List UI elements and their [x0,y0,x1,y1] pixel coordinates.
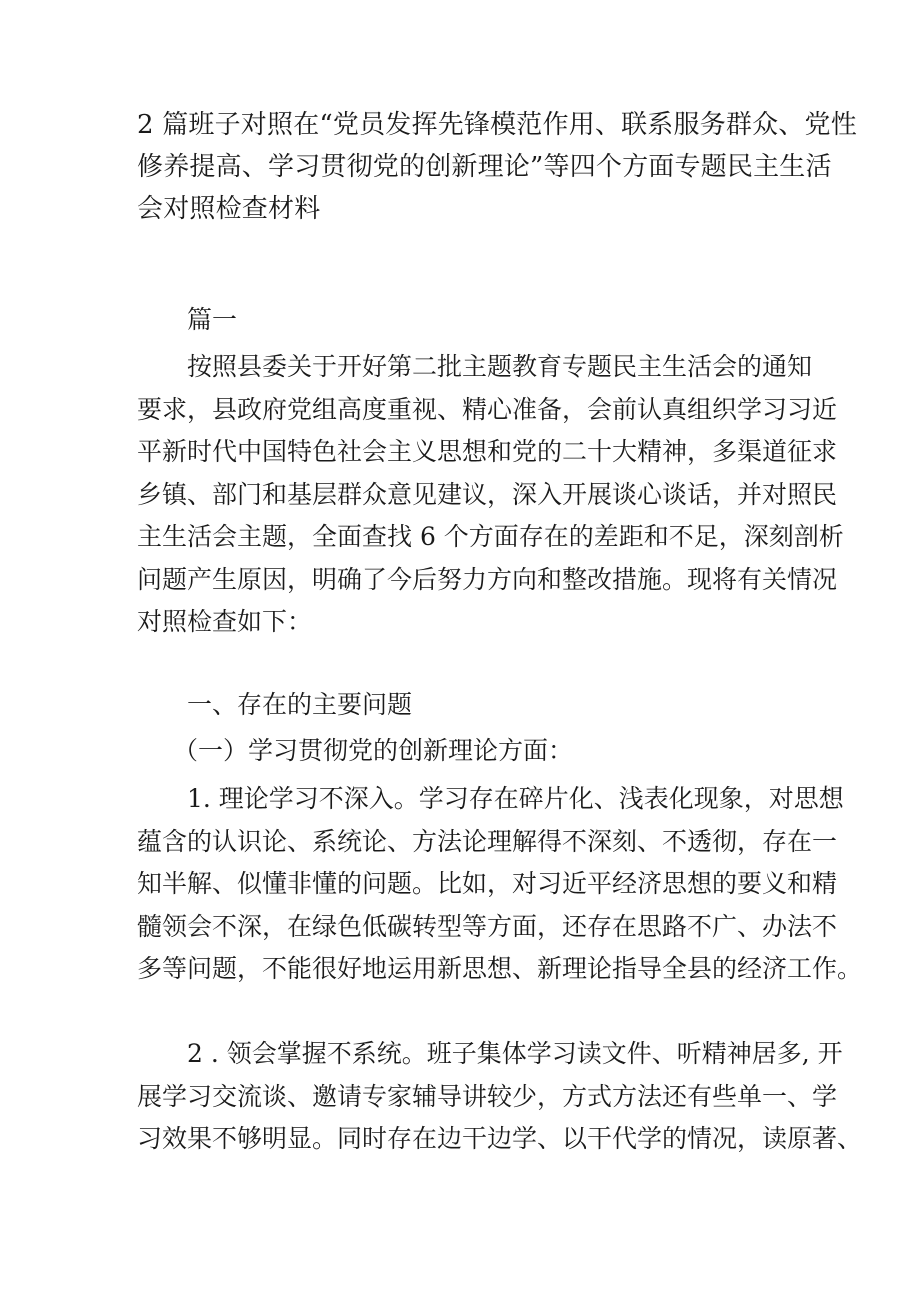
paragraph-line: 要求，县政府党组高度重视、精心准备，会前认真组织学习习近 [137,394,838,424]
item-1-paragraph [137,778,863,991]
paragraph-line: 2 . 领会掌握不系统。班子集体学习读文件、听精神居多, 开 [187,1039,843,1068]
paragraph-line: 主生活会主题，全面查找 6 个方面存在的差距和不足，深刻剖析 [137,522,844,551]
paragraph-line: 对照检查如下： [137,607,313,636]
paragraph-line: 知半解、似懂非懂的问题。比如，对习近平经济思想的要义和精 [137,869,838,898]
paragraph-line: 多等问题，不能很好地运用新思想、新理论指导全县的经济工作。 [137,954,863,983]
paragraph-line: 平新时代中国特色社会主义思想和党的二十大精神，多渠道征求 [137,437,838,466]
title-line: 2 篇班子对照在“党员发挥先锋模范作用、联系服务群众、党性 [137,110,857,140]
paragraph-line: 习效果不够明显。同时存在边干边学、以干代学的情况，读原著、 [137,1124,863,1153]
part-heading: 篇一 [187,305,238,334]
paragraph-line: 按照县委关于开好第二批主题教育专题民主生活会的通知 [187,352,813,381]
paragraph-line: 展学习交流谈、邀请专家辅导讲较少，方式方法还有些单一、学 [137,1081,838,1111]
paragraph-line: 髓领会不深，在绿色低碳转型等方面，还存在思路不广、办法不 [137,911,838,941]
section-heading [137,684,797,727]
item-2-paragraph [137,1033,863,1161]
subsection-heading-text: （一）学习贯彻党的创新理论方面： [173,736,574,765]
title-line: 会对照检查材料 [137,194,321,224]
paragraph-line: 乡镇、部门和基层群众意见建议，深入开展谈心谈话，并对照民 [137,479,838,509]
intro-paragraph [137,346,844,644]
section-heading-text: 一、存在的主要问题 [187,690,413,719]
subsection-heading [137,730,797,773]
paragraph-line: 1. 理论学习不深入。学习存在碎片化、浅表化现象，对思想 [187,784,844,813]
paragraph-line: 问题产生原因，明确了今后努力方向和整改措施。现将有关情况 [137,564,838,594]
title-line: 修养提高、学习贯彻党的创新理论”等四个方面专题民主生活 [137,152,832,182]
document-title [137,104,857,230]
paragraph-line: 蕴含的认识论、系统论、方法论理解得不深刻、不透彻，存在一 [137,826,838,856]
